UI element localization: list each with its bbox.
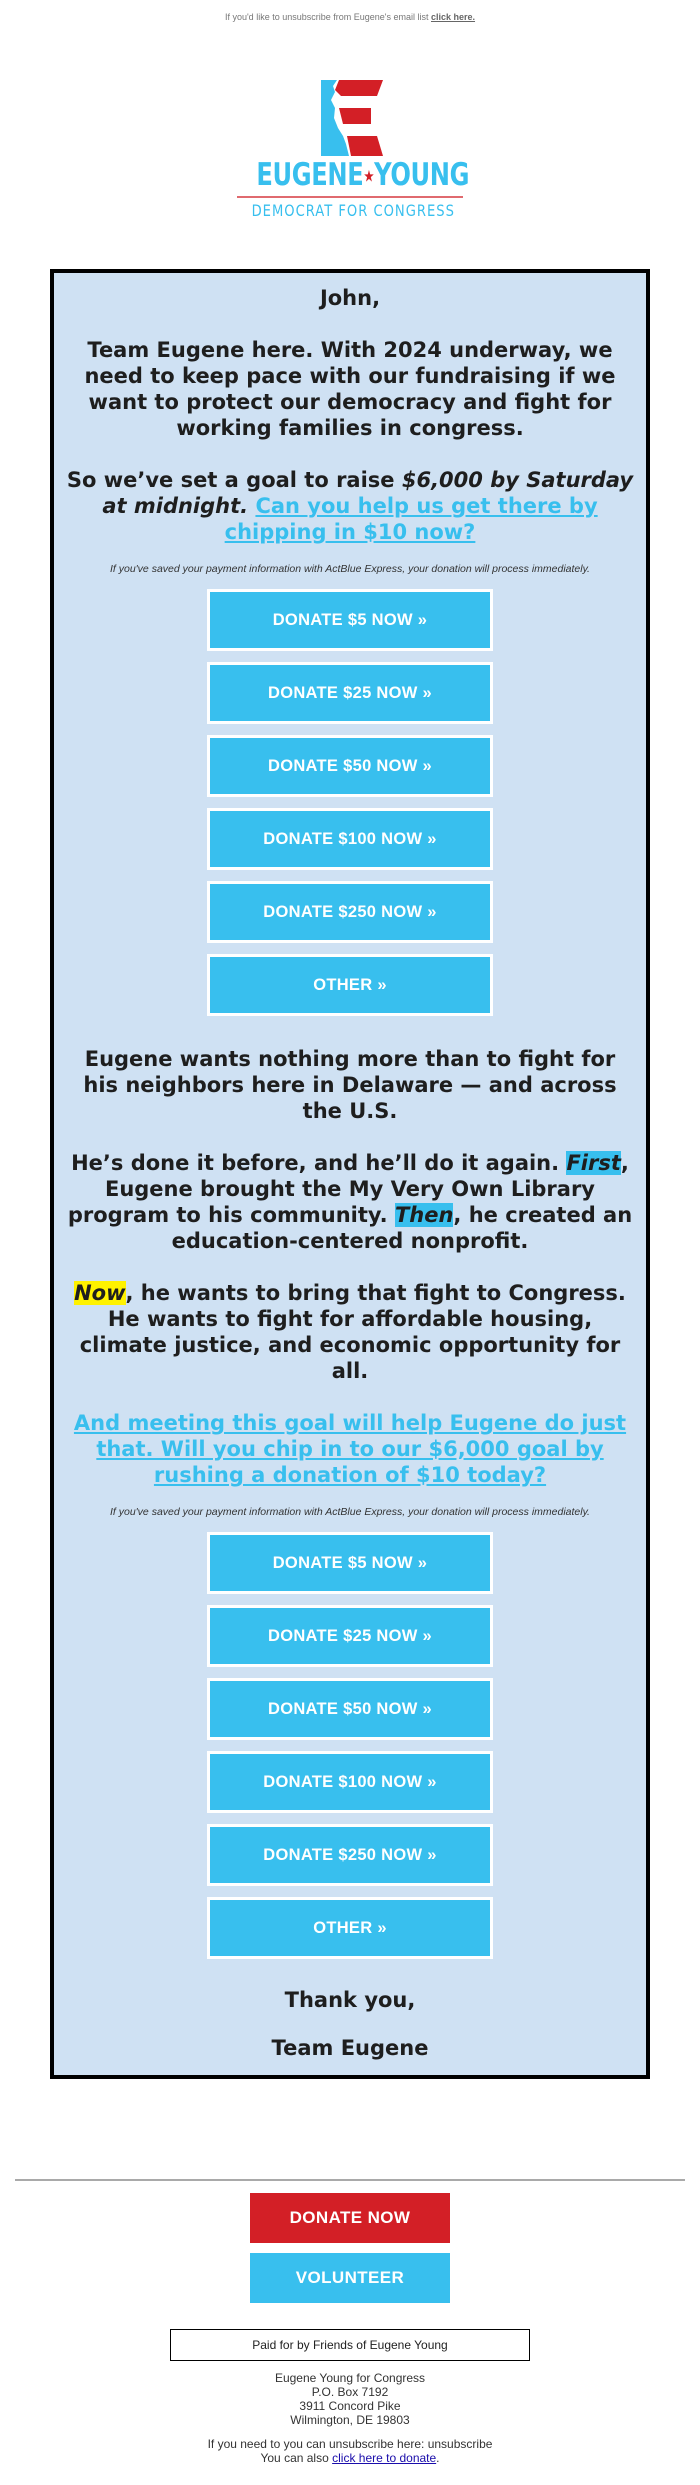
donate-line [0, 2451, 700, 2465]
donate-50-button[interactable]: DONATE $50 NOW » [207, 735, 493, 797]
greeting: John, [319, 286, 381, 310]
star-icon: ★ [363, 166, 375, 186]
click-to-donate-link[interactable]: click here to donate [332, 2451, 437, 2465]
preheader [0, 0, 700, 60]
footer [0, 2179, 700, 2485]
paragraph-congress [64, 1280, 636, 1384]
highlight-first: First [566, 1151, 621, 1175]
volunteer-button[interactable]: VOLUNTEER [250, 2253, 450, 2303]
logo-divider [237, 196, 463, 198]
campaign-logo [230, 78, 470, 221]
logo-header [0, 60, 700, 269]
donate-button-group-2 [64, 1532, 636, 1959]
signoff-thanks: Thank you, [284, 1988, 416, 2012]
mailing-address [0, 2371, 700, 2427]
logo-subtitle: DEMOCRAT FOR CONGRESS [251, 200, 455, 220]
donate-25-button[interactable]: DONATE $25 NOW » [207, 662, 493, 724]
goal-amount-deadline: $6,000 by Saturday at midnight. [102, 468, 634, 518]
highlight-now: Now [74, 1281, 126, 1305]
donate-line-prefix: You can also [260, 2451, 333, 2465]
donate-line-suffix: . [436, 2451, 440, 2465]
donate-100-button[interactable]: DONATE $100 NOW » [207, 808, 493, 870]
logo-wordmark [256, 157, 470, 194]
paragraph-intro: Team Eugene here. With 2024 underway, we need to keep pace with our fundraising if we want to protect our democracy and fight for working families in congress. [84, 338, 616, 440]
unsubscribe-link[interactable]: click here. [431, 12, 476, 22]
donate-now-button[interactable]: DONATE NOW [250, 2193, 450, 2243]
rush-donation-link[interactable]: And meeting this goal will help Eugene do just that. Will you chip in to our $6,000 goal by rushing a donation of $10 today? [73, 1411, 627, 1487]
paid-for-disclaimer: Paid for by Friends of Eugene Young [170, 2329, 530, 2361]
history-text-a: He’s done it before, and he’ll do it again. [71, 1151, 567, 1175]
congress-text: , he wants to bring that fight to Congress. He wants to fight for affordable housing, climate justice, and economic opportunity for all. [79, 1281, 626, 1383]
donate-100-button[interactable]: DONATE $100 NOW » [207, 1751, 493, 1813]
address-line: Wilmington, DE 19803 [290, 2413, 410, 2427]
donate-button-group-1 [64, 589, 636, 1016]
actblue-express-note-2: If you've saved your payment information with ActBlue Express, your donation will process immediately. [110, 1506, 590, 1518]
donate-250-button[interactable]: DONATE $250 NOW » [207, 881, 493, 943]
signoff-team: Team Eugene [271, 2036, 429, 2060]
donate-250-button[interactable]: DONATE $250 NOW » [207, 1824, 493, 1886]
paragraph-neighbors: Eugene wants nothing more than to fight for his neighbors here in Delaware — and across the U.S. [83, 1047, 617, 1123]
paragraph-goal [64, 467, 636, 545]
address-line: Eugene Young for Congress [274, 2371, 426, 2385]
donate-other-button[interactable]: OTHER » [207, 954, 493, 1016]
preheader-text: If you'd like to unsubscribe from Eugene's email list [224, 12, 431, 22]
chip-in-link[interactable]: Can you help us get there by chipping in $10 now? [224, 494, 598, 544]
donate-5-button[interactable]: DONATE $5 NOW » [207, 589, 493, 651]
history-text-c: , he created an education-centered nonprofit. [171, 1203, 633, 1253]
unsubscribe-text[interactable]: If you need to you can unsubscribe here: unsubscribe [207, 2437, 493, 2451]
donate-50-button[interactable]: DONATE $50 NOW » [207, 1678, 493, 1740]
address-line: P.O. Box 7192 [311, 2385, 389, 2399]
paragraph-history [64, 1150, 636, 1254]
footer-divider [15, 2179, 685, 2181]
donate-25-button[interactable]: DONATE $25 NOW » [207, 1605, 493, 1667]
donate-5-button[interactable]: DONATE $5 NOW » [207, 1532, 493, 1594]
goal-text: So we’ve set a goal to raise [66, 468, 402, 492]
footer-links [0, 2437, 700, 2485]
actblue-express-note: If you've saved your payment information with ActBlue Express, your donation will process immediately. [110, 563, 590, 575]
logo-first-name: EUGENE [256, 157, 364, 193]
address-line: 3911 Concord Pike [299, 2399, 401, 2413]
delaware-e-logo-icon [313, 78, 387, 158]
logo-last-name: YOUNG [374, 157, 470, 193]
email-body-panel [50, 269, 650, 2079]
donate-other-button[interactable]: OTHER » [207, 1897, 493, 1959]
highlight-then: Then [394, 1203, 454, 1227]
paragraph-cta [64, 1410, 636, 1488]
history-text-b: , Eugene brought the My Very Own Library program to his community. [67, 1151, 629, 1227]
